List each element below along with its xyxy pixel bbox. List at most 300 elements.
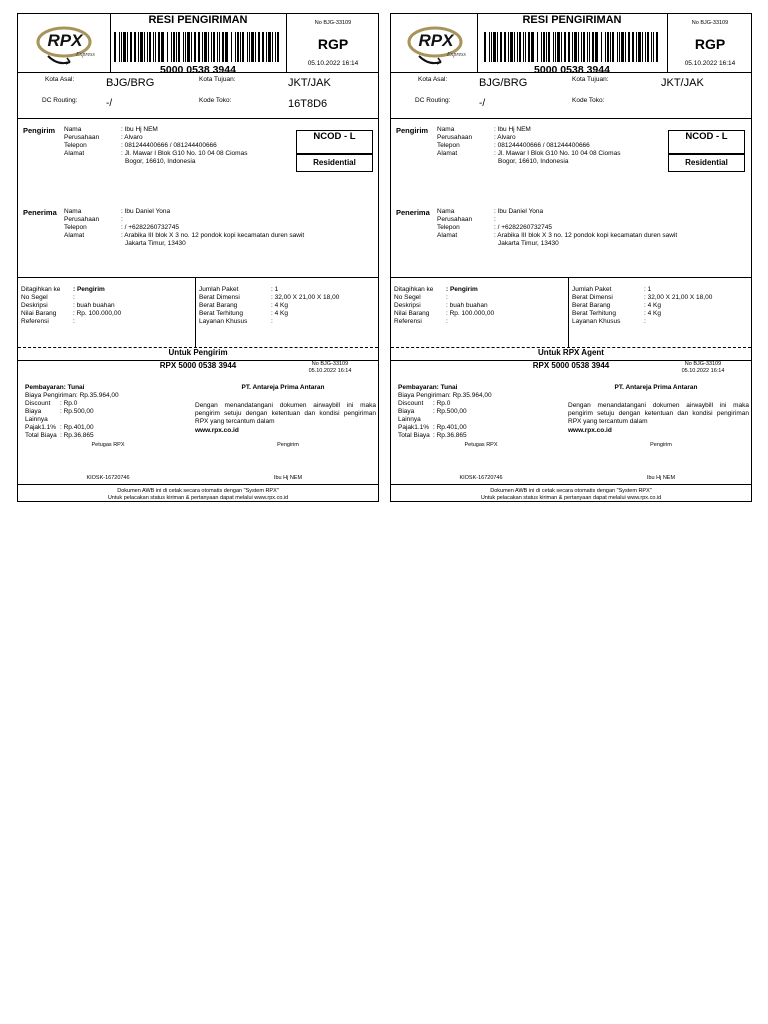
value: : 4 Kg [644,302,661,309]
label: Layanan Khusus [199,318,248,325]
barcode-bar [523,32,524,62]
shipment-details-left [21,286,191,326]
label: Referensi [394,318,422,325]
barcode-bar [493,32,496,62]
print-datetime-small: 05.10.2022 16:14 [308,368,352,374]
detail-row [572,286,750,294]
shipment-details-left [394,286,564,326]
barcode-bar [572,32,573,62]
document-number: No BJG-33109 [314,20,352,26]
detail-row [199,310,377,318]
barcode-bar [653,32,654,62]
barcode-bar [519,32,521,62]
fee-row [398,408,548,424]
receiver-company: : [494,216,496,223]
receiver-labels [437,208,472,240]
store-code-label: Kode Toko: [572,97,605,104]
label: No Segel [394,294,421,301]
barcode-bar [610,32,611,62]
barcode-bar [537,32,538,62]
barcode-bar [619,32,620,62]
barcode-bar [134,32,136,62]
divider [18,277,378,278]
barcode-bar [621,32,624,62]
sender-labels [64,126,99,158]
receipt-title: RESI PENGIRIMAN [522,14,622,26]
barcode-bar [601,32,602,62]
detail-row [199,286,377,294]
barcode-bar [187,32,190,62]
origin-value: BJG/BRG [479,77,528,89]
detail-row [21,302,191,310]
value: : Rp.36.865 [60,432,94,439]
destination-value: JKT/JAK [661,77,704,89]
barcode-bar [504,32,506,62]
label: Discount [25,400,51,407]
barcode-bar [251,32,254,62]
barcode-bar [153,32,154,62]
shipment-details-right [199,286,377,326]
barcode-bar [651,32,652,62]
officer-signature-label: Petugas RPX [464,442,498,448]
barcode-bar [568,32,570,62]
barcode-bar [213,32,215,62]
value: : Rp.35.964,00 [75,392,119,399]
barcode-bar [140,32,143,62]
barcode-bar [158,32,160,62]
fee-row [25,432,175,440]
barcode-bar [546,32,547,62]
barcode-bar [114,32,116,62]
label: Pajak1.1% [398,424,430,431]
label: Nama [437,208,455,215]
fee-row [398,432,548,440]
detail-row [21,294,191,302]
origin-label: Kota Asal: [418,76,448,83]
kiosk-id: KIOSK-16720746 [459,475,503,481]
signer-name: Ibu Hj NEM [646,475,676,481]
value: : Rp.35.964,00 [448,392,492,399]
barcode-bar [553,32,554,62]
fee-row [25,400,175,408]
sender-signature-label: Pengirim [277,442,299,448]
label: Jumlah Paket [572,286,612,293]
barcode-bar [119,32,120,62]
barcode-bar [144,32,145,62]
divider [391,277,751,278]
service-code: RGP [317,36,349,52]
barcode-bar [258,32,260,62]
label: Pajak1.1% [25,424,57,431]
barcode-bar [247,32,248,62]
detail-row [21,286,191,294]
dc-routing-value: -/ [479,98,486,109]
barcode-bar [628,32,630,62]
value: : [446,294,448,301]
barcode-bar [543,32,545,62]
sender-address: : Jl. Mawar I Blok G10 No. 10 04 08 Ciomas [121,150,248,157]
footer-note: Dokumen AWB ini di cetak secara otomatis dengan "System RPX" [117,488,279,494]
receiver-phone: : / +6282260732745 [494,224,553,231]
detail-row [572,294,750,302]
detail-row [572,302,750,310]
signer-name: Ibu Hj NEM [273,475,303,481]
sender-phone: : 081244400666 / 081244400666 [121,142,217,149]
barcode-bar [240,32,241,62]
barcode-bar [541,32,542,62]
divider [391,484,751,485]
ncod-badge: NCOD - L [668,130,745,154]
label: Nilai Barang [394,310,430,317]
barcode-bar [647,32,649,62]
value: : Rp.0 [433,400,451,407]
receiver-address: : Arabika III blok X 3 no. 12 pondok kopi kecamatan duren sawit [494,232,678,239]
label: Biaya Pengiriman [398,392,449,399]
sender-values [121,126,247,166]
label: Nama [64,208,82,215]
kiosk-id: KIOSK-16720746 [86,475,130,481]
barcode-bar [249,32,250,62]
divider [195,277,196,347]
barcode-bar [642,32,643,62]
label: Berat Dimensi [199,294,240,301]
rpx-logo [399,22,474,68]
barcode-bar [123,32,126,62]
value: : Pengirim [73,286,105,293]
fee-row [25,392,175,400]
barcode-bar [255,32,256,62]
label: Layanan Khusus [572,318,621,325]
detail-row [572,318,750,326]
barcode-bar [557,32,560,62]
divider [18,118,378,119]
barcode-bar [574,32,577,62]
barcode-bar [178,32,180,62]
barcode-bar [147,32,148,62]
label: Biaya Lainnya [25,408,48,423]
document-number-small: No BJG-33109 [684,361,722,367]
barcode-bar [564,32,566,62]
sender-address-city: Bogor, 16610, Indonesia [125,158,196,165]
value: : 32,00 X 21,00 X 18,00 [271,294,340,301]
svg-text:Express: Express [76,52,95,58]
receiver-company: : [121,216,123,223]
receiver-name: : Ibu Daniel Yona [121,208,171,215]
shipment-details-right [572,286,750,326]
sender-address: : Jl. Mawar I Blok G10 No. 10 04 08 Ciomas [494,150,621,157]
origin-label: Kota Asal: [45,76,75,83]
label: Jumlah Paket [199,286,239,293]
value: : buah buahan [73,302,115,309]
receiver-labels [64,208,99,240]
barcode-bar [138,32,139,62]
dc-routing-label: DC Routing: [42,97,78,104]
detail-row [572,310,750,318]
fee-row [25,408,175,424]
print-datetime: 05.10.2022 16:14 [684,60,736,67]
barcode-bar [497,32,498,62]
barcode-bar [237,32,239,62]
value: : 1 [644,286,652,293]
label: Perusahaan [64,134,100,141]
service-code: RGP [694,36,726,52]
value: : 4 Kg [271,302,288,309]
fee-list [25,392,175,440]
sender-company: : Alvaro [121,134,143,141]
barcode-bar [268,32,271,62]
payment-title: Pembayaran: Tunai [25,384,85,391]
ncod-badge: NCOD - L [296,130,373,154]
value: : [73,294,75,301]
value: : [644,318,646,325]
barcode-bar [508,32,509,62]
barcode-bar [242,32,244,62]
barcode-bar [612,32,614,62]
sender-heading: Pengirim [396,126,429,135]
label: Perusahaan [437,134,473,141]
value: : Rp.401,00 [60,424,94,431]
value: : Rp. 100.000,00 [73,310,122,317]
label: Berat Terhitung [199,310,243,317]
barcode-bar [561,32,562,62]
receiver-values [494,208,677,248]
officer-signature-label: Petugas RPX [91,442,125,448]
detail-row [21,310,191,318]
label: Telepon [64,224,87,231]
barcode-bar [235,32,236,62]
barcode-bar [617,32,618,62]
label: Total Biaya [25,432,57,439]
website-link[interactable]: www.rpx.co.id [195,427,239,434]
barcode-bar [208,32,209,62]
label: Nama [437,126,455,133]
agreement-text: Dengan menandatangani dokumen airwaybill ini maka pengirim setuju dengan ketentuan dan kondisi pengiriman RPX yang tercantum dalam [195,402,376,425]
barcode-bar [202,32,203,62]
footer-tracking-note: Untuk pelacakan status kiriman & pertanyaan dapat melalui www.rpx.co.id [107,495,289,501]
barcode-bar [211,32,212,62]
company-name: PT. Antareja Prima Antaran [614,384,698,391]
receiver-phone: : / +6282260732745 [121,224,180,231]
awb-number: 5000 0538 3944 [534,64,610,76]
label: Deskripsi [21,302,48,309]
barcode-bar [219,32,220,62]
receiver-address-city: Jakarta Timur, 13430 [498,240,559,247]
barcode-bar [528,32,530,62]
barcode-bar [517,32,518,62]
barcode-bar [191,32,192,62]
detail-row [199,318,377,326]
barcode-bar [484,32,486,62]
barcode-bar [155,32,156,62]
barcode-bar [632,32,634,62]
document-number: No BJG-33109 [691,20,729,26]
barcode-bar [491,32,492,62]
label: Alamat [437,232,458,239]
receiver-name: : Ibu Daniel Yona [494,208,544,215]
barcode-bar [656,32,658,62]
label: Nama [64,126,82,133]
detail-row [199,294,377,302]
fee-row [398,400,548,408]
barcode-bar [222,32,224,62]
print-datetime-small: 05.10.2022 16:14 [681,368,725,374]
destination-value: JKT/JAK [288,77,331,89]
barcode-bar [262,32,264,62]
footer-tracking-note: Untuk pelacakan status kiriman & pertanyaan dapat melalui www.rpx.co.id [480,495,662,501]
barcode-bar [194,32,196,62]
label: Berat Dimensi [572,294,613,301]
value: : Rp.401,00 [433,424,467,431]
sender-heading: Pengirim [23,126,56,135]
store-code-label: Kode Toko: [199,97,232,104]
awb-copy-sender [17,13,379,502]
barcode-bar [636,32,637,62]
awb-copy-agent [390,13,752,502]
label: Alamat [64,150,85,157]
divider [568,277,569,347]
barcode-bar [275,32,276,62]
value: : Pengirim [446,286,478,293]
label: Deskripsi [394,302,421,309]
barcode-bar [595,32,598,62]
barcode-bar [531,32,534,62]
receiver-heading: Penerima [396,208,430,217]
document-number-small: No BJG-33109 [311,361,349,367]
barcode-bar [149,32,151,62]
value: : Rp.36.865 [433,432,467,439]
value: : Rp.0 [60,400,78,407]
svg-text:RPX: RPX [418,31,454,50]
value: : Rp. 100.000,00 [446,310,495,317]
divider [391,118,751,119]
barcode-bar [510,32,513,62]
barcode-bar [176,32,177,62]
barcode-bar [592,32,594,62]
company-name: PT. Antareja Prima Antaran [241,384,325,391]
label: No Segel [21,294,48,301]
fee-row [398,424,548,432]
label: Biaya Pengiriman [25,392,76,399]
barcode-bar [605,32,606,62]
detail-row [394,286,564,294]
copy-for-label: Untuk RPX Agent [538,348,604,357]
barcode-bar [231,32,232,62]
store-code-value: 16T8D6 [288,98,328,110]
fee-row [25,424,175,432]
barcode-bar [171,32,172,62]
fee-list [398,392,548,440]
awb-small: RPX 5000 0538 3944 [532,361,610,370]
receiver-address: : Arabika III blok X 3 no. 12 pondok kopi kecamatan duren sawit [121,232,305,239]
label: Perusahaan [437,216,473,223]
barcode-bar [161,32,164,62]
rpx-logo [28,22,103,68]
barcode [114,32,282,62]
barcode-bar [198,32,200,62]
barcode-bar [581,32,582,62]
dc-routing-label: DC Routing: [415,97,451,104]
barcode-bar [183,32,184,62]
label: Telepon [437,224,460,231]
sender-signature-label: Pengirim [650,442,672,448]
value: : [73,318,75,325]
barcode-bar [607,32,609,62]
barcode-bar [638,32,641,62]
barcode-bar [489,32,490,62]
detail-row [394,294,564,302]
sender-name: : Ibu Hj NEM [121,126,158,133]
value: : 4 Kg [644,310,661,317]
print-datetime: 05.10.2022 16:14 [307,60,359,67]
sender-address-city: Bogor, 16610, Indonesia [498,158,569,165]
label: Berat Terhitung [572,310,616,317]
agreement-text: Dengan menandatangani dokumen airwaybill ini maka pengirim setuju dengan ketentuan dan kondisi pengiriman RPX yang tercantum dalam [568,402,749,425]
barcode-bar [272,32,273,62]
value: : 1 [271,286,279,293]
sender-values [494,126,620,166]
awb-number: 5000 0538 3944 [160,64,236,76]
origin-value: BJG/BRG [106,77,155,89]
barcode-bar [173,32,175,62]
receiver-values [121,208,304,248]
value: : [446,318,448,325]
value: : Rp.500,00 [60,408,94,415]
label: Discount [398,400,424,407]
barcode [484,32,660,62]
label: Berat Barang [199,302,238,309]
barcode-bar [578,32,579,62]
label: Ditagihkan ke [394,286,434,293]
barcode-bar [277,32,279,62]
label: Total Biaya [398,432,430,439]
barcode-bar [185,32,186,62]
fee-row [398,392,548,400]
destination-label: Kota Tujuan: [572,76,609,83]
barcode-bar [225,32,228,62]
svg-text:Express: Express [447,52,466,58]
barcode-bar [625,32,626,62]
barcode-bar [645,32,646,62]
label: Alamat [64,232,85,239]
payment-title: Pembayaran: Tunai [398,384,458,391]
value: : 32,00 X 21,00 X 18,00 [644,294,713,301]
barcode-bar [266,32,267,62]
sender-labels [437,126,472,158]
barcode-bar [525,32,526,62]
detail-row [199,302,377,310]
label: Alamat [437,150,458,157]
barcode-bar [587,32,588,62]
residential-badge: Residential [296,154,373,172]
label: Perusahaan [64,216,100,223]
detail-row [394,302,564,310]
svg-text:RPX: RPX [47,31,83,50]
receiver-address-city: Jakarta Timur, 13430 [125,240,186,247]
barcode-bar [121,32,122,62]
label: Ditagihkan ke [21,286,61,293]
barcode-bar [583,32,585,62]
barcode-bar [514,32,515,62]
barcode-bar [127,32,128,62]
label: Telepon [437,142,460,149]
sender-phone: : 081244400666 / 081244400666 [494,142,590,149]
website-link[interactable]: www.rpx.co.id [568,427,612,434]
value: : 4 Kg [271,310,288,317]
label: Nilai Barang [21,310,57,317]
awb-small: RPX 5000 0538 3944 [159,361,237,370]
footer-note: Dokumen AWB ini di cetak secara otomatis dengan "System RPX" [490,488,652,494]
barcode-bar [555,32,556,62]
